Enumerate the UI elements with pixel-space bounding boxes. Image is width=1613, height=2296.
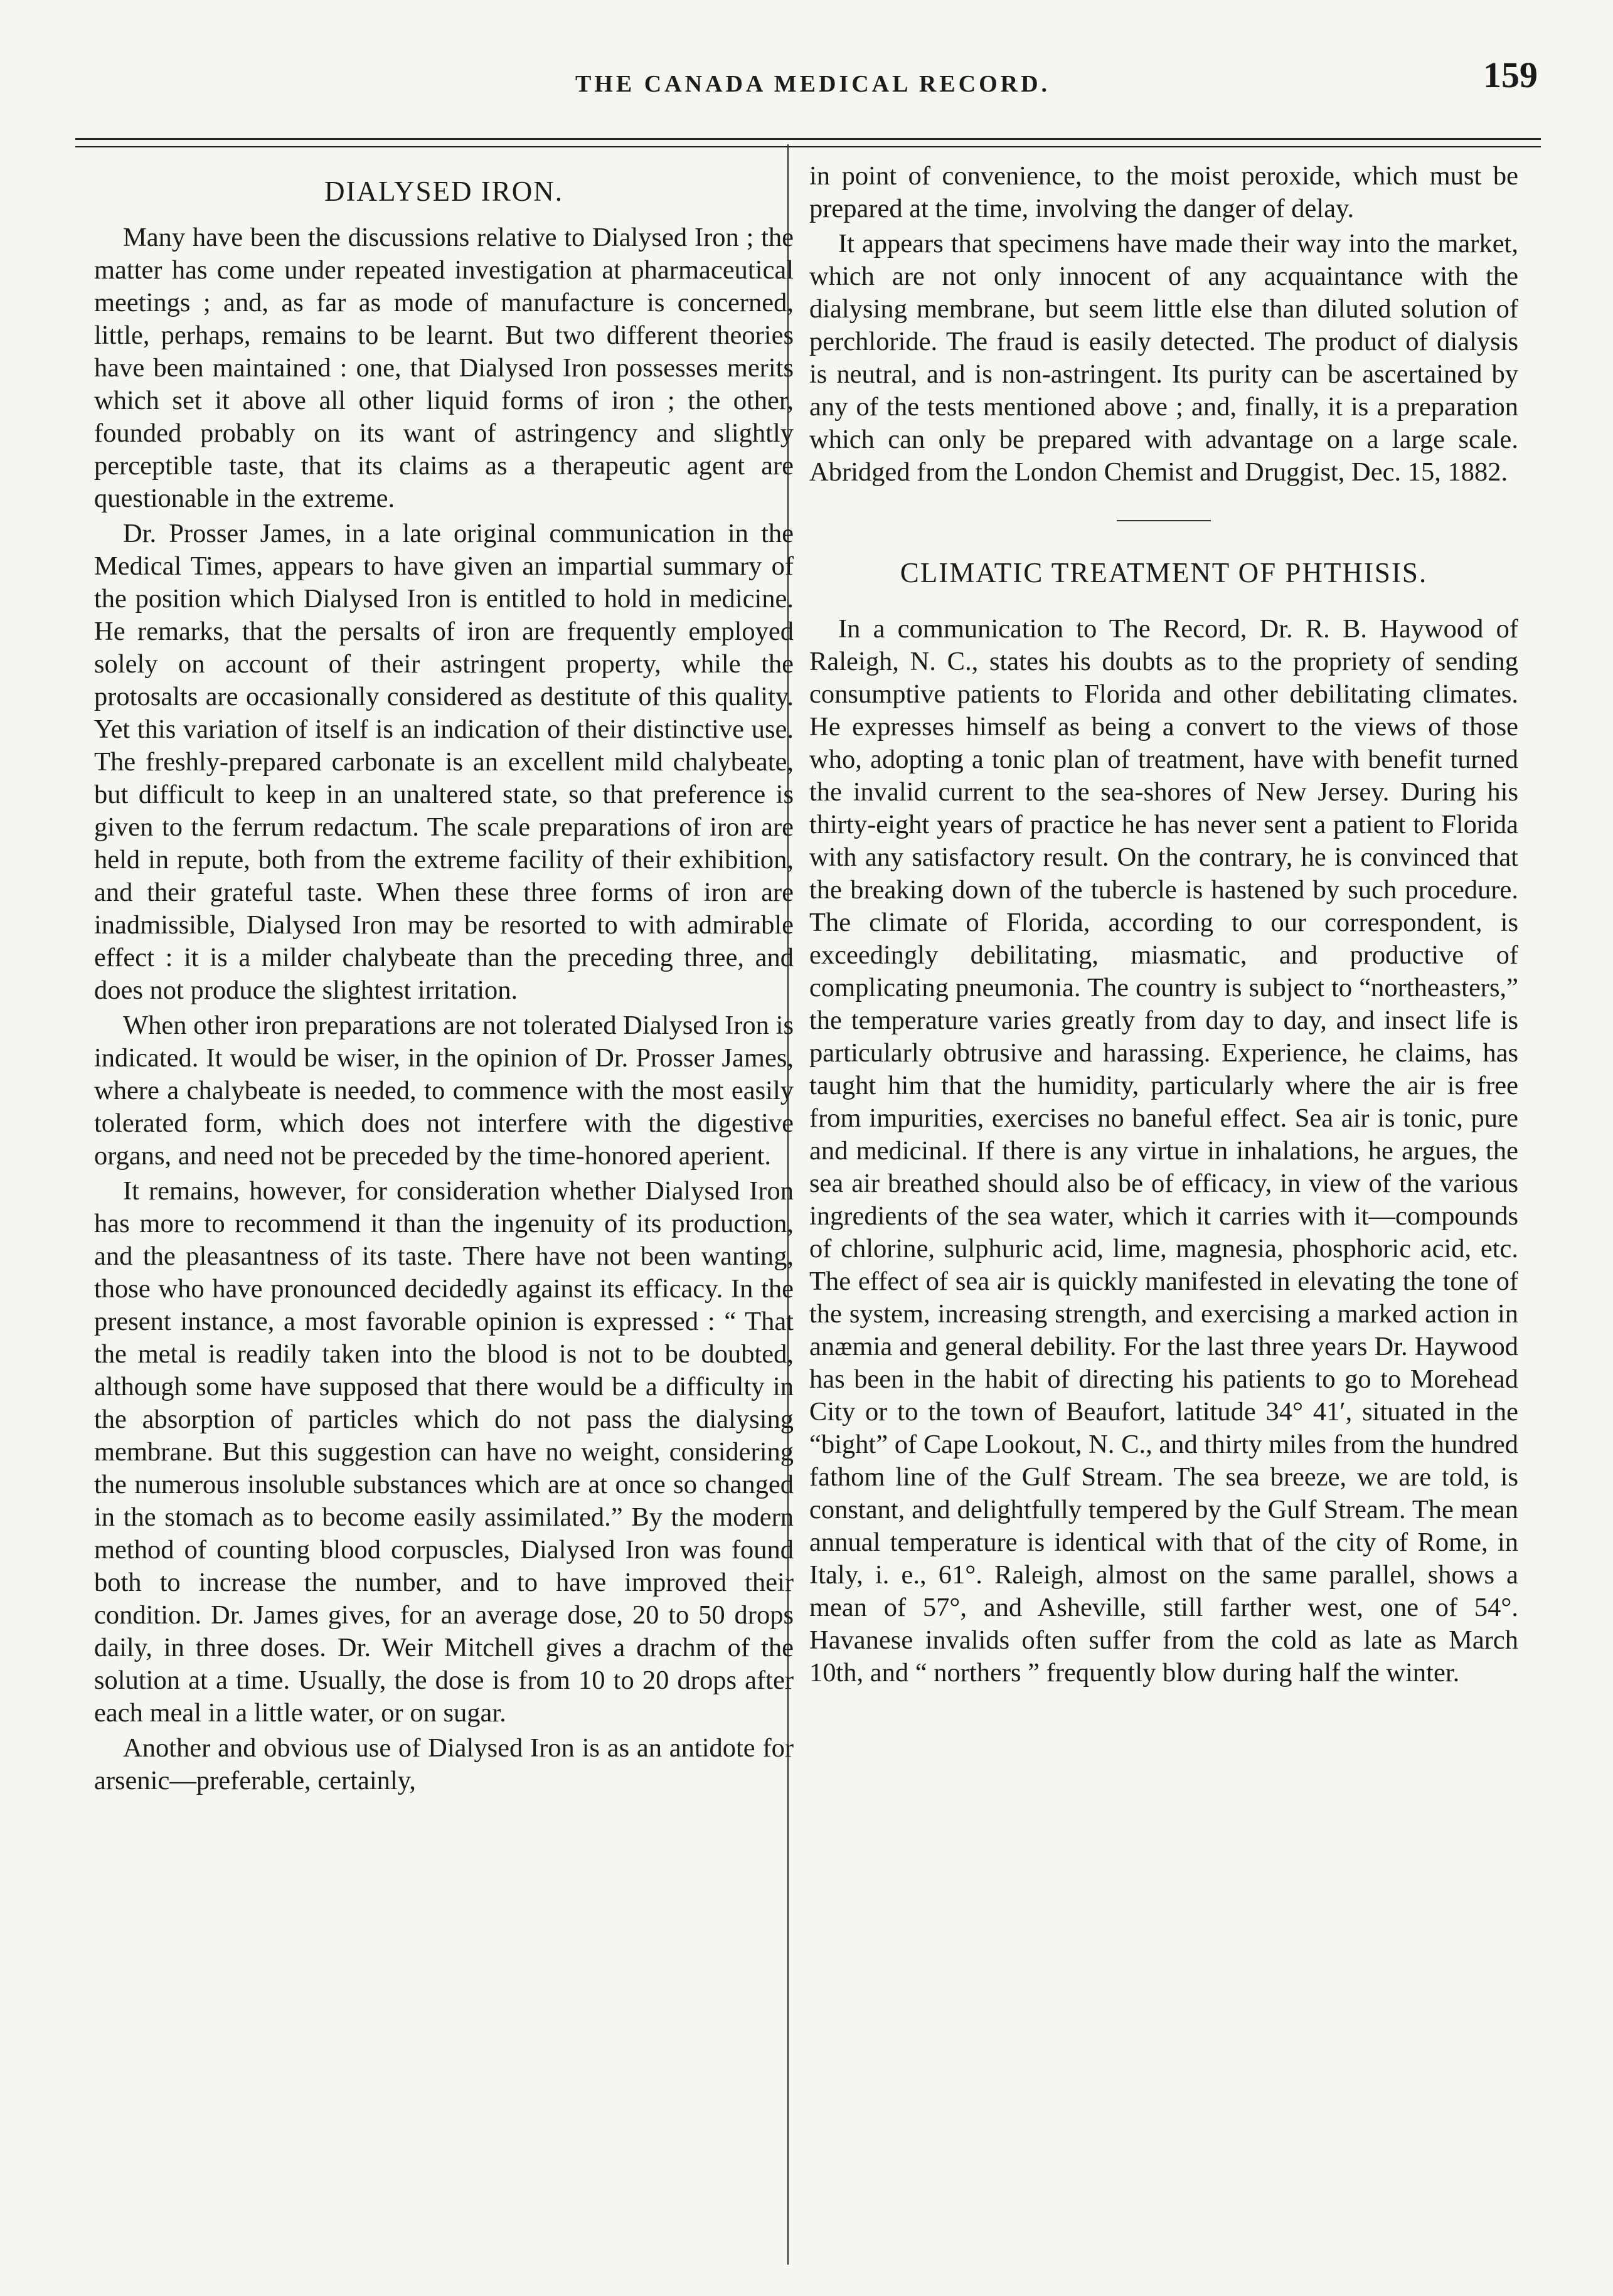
paragraph: It appears that specimens have made their way into the market, which are not only innocent of any acquaintance with the dialysing membrane, but seem little else than diluted solution of perchloride. The fraud is easily detected. The product of dialysis is neutral, and is non-astringent. Its purity can be ascertained by any of the tests mentioned above ; and, finally, it is a preparation which can only be prepared with advantage on a large scale. Abridged from the London Chemist and Druggist, Dec. 15, 1882.: [809, 229, 1518, 487]
continued-paragraph: in point of convenience, to the moist peroxide, which must be prepared at the time, involving the danger of delay.: [809, 161, 1518, 223]
header-rule: [75, 138, 1541, 140]
article-heading-climatic-treatment: CLIMATIC TREATMENT OF PHTHISIS.: [900, 557, 1428, 588]
page-number: 159: [1483, 55, 1538, 95]
right-column: [809, 160, 1518, 1692]
left-column: [94, 160, 794, 1800]
article-heading-dialysed-iron: DIALYSED IRON.: [324, 176, 563, 207]
paragraph: In a communication to The Record, Dr. R. B. Haywood of Raleigh, N. C., states his doubts as to the propriety of sending consumptive patients to Florida and other debilitating climates. He expresses himself as being a convert to the views of those who, adopting a tonic plan of treatment, have with benefit turned the invalid current to the sea-shores of New Jersey. During his thirty-eight years of practice he has never sent a patient to Florida with any satisfactory result. On the contrary, he is convinced that the breaking down of the tubercle is hastened by such procedure. The climate of Florida, according to our correspondent, is exceedingly debilitating, miasmatic, and productive of complicating pneumonia. The country is subject to “northeasters,” the temperature varies greatly from day to day, and insect life is particularly obtrusive and harassing. Experience, he claims, has taught him that the humidity, particularly where the air is free from impurities, exercises no baneful effect. Sea air is tonic, pure and medicinal. If there is any virtue in inhalations, he argues, the sea air breathed should also be of efficacy, in view of the various ingredients of the sea water, which it carries with it—compounds of chlorine, sulphuric acid, lime, magnesia, phosphoric acid, etc. The effect of sea air is quickly manifested in elevating the tone of the system, increasing strength, and exercising a marked action in anæmia and general debility. For the last three years Dr. Haywood has been in the habit of directing his patients to go to Morehead City or to the town of Beaufort, latitude 34° 41′, situated in the “bight” of Cape Lookout, N. C., and thirty miles from the hundred fathom line of the Gulf Stream. The sea breeze, we are told, is constant, and delightfully tempered by the Gulf Stream. The mean annual temperature is identical with that of the city of Rome, in Italy, i. e., 61°. Raleigh, almost on the same parallel, shows a mean of 57°, and Asheville, still farther west, one of 54°. Havanese invalids often suffer from the cold as late as March 10th, and “ northers ” frequently blow during half the winter.: [809, 614, 1518, 1687]
section-separator: [1117, 520, 1211, 521]
paragraph: Dr. Prosser James, in a late original communication in the Medical Times, appears to have given an impartial summary of the position which Dialysed Iron is entitled to hold in medicine. He remarks, that the persalts of iron are frequently employed solely on account of their astringent property, while the protosalts are occasionally considered as destitute of this quality. Yet this variation of itself is an indication of their distinctive use. The freshly-prepared carbonate is an excellent mild chalybeate, but difficult to keep in an unaltered state, so that preference is given to the ferrum redactum. The scale preparations of iron are held in repute, both from the extreme facility of their exhibition, and their grateful taste. When these three forms of iron are inadmissible, Dialysed Iron may be resorted to with admirable effect : it is a milder chalybeate than the preceding three, and does not produce the slightest irritation.: [94, 519, 794, 1005]
header-rule-second: [75, 146, 1541, 147]
paragraph: Another and obvious use of Dialysed Iron is as an antidote for arsenic—preferable, certainly,: [94, 1733, 794, 1795]
paragraph: Many have been the discussions relative to Dialysed Iron ; the matter has come under repeated investigation at pharmaceutical meetings ; and, as far as mode of manufacture is concerned, little, perhaps, remains to be learnt. But two different theories have been maintained : one, that Dialysed Iron possesses merits which set it above all other liquid forms of iron ; the other, founded probably on its want of astringency and slightly perceptible taste, that its claims as a therapeutic agent are questionable in the extreme.: [94, 223, 794, 513]
paragraph: When other iron preparations are not tolerated Dialysed Iron is indicated. It would be wiser, in the opinion of Dr. Prosser James, where a chalybeate is needed, to commence with the most easily tolerated form, which does not interfere with the digestive organs, and need not be preceded by the time-honored aperient.: [94, 1011, 794, 1171]
paragraph: It remains, however, for consideration whether Dialysed Iron has more to recommend it than the ingenuity of its production, and the pleasantness of its taste. There have not been wanting, those who have pronounced decidedly against its efficacy. In the present instance, a most favorable opinion is expressed : “ That the metal is readily taken into the blood is not to be doubted, although some have supposed that there would be a difficulty in the absorption of particles which do not pass the dialysing membrane. But this suggestion can have no weight, considering the numerous insoluble substances which are at once so changed in the stomach as to become easily assimilated.” By the modern method of counting blood corpuscles, Dialysed Iron was found both to increase the number, and to have improved their condition. Dr. James gives, for an average dose, 20 to 50 drops daily, in three doses. Dr. Weir Mitchell gives a drachm of the solution at a time. Usually, the dose is from 10 to 20 drops after each meal in a little water, or on sugar.: [94, 1176, 794, 1728]
running-head: THE CANADA MEDICAL RECORD.: [575, 71, 1051, 97]
page-header: [88, 44, 1538, 119]
